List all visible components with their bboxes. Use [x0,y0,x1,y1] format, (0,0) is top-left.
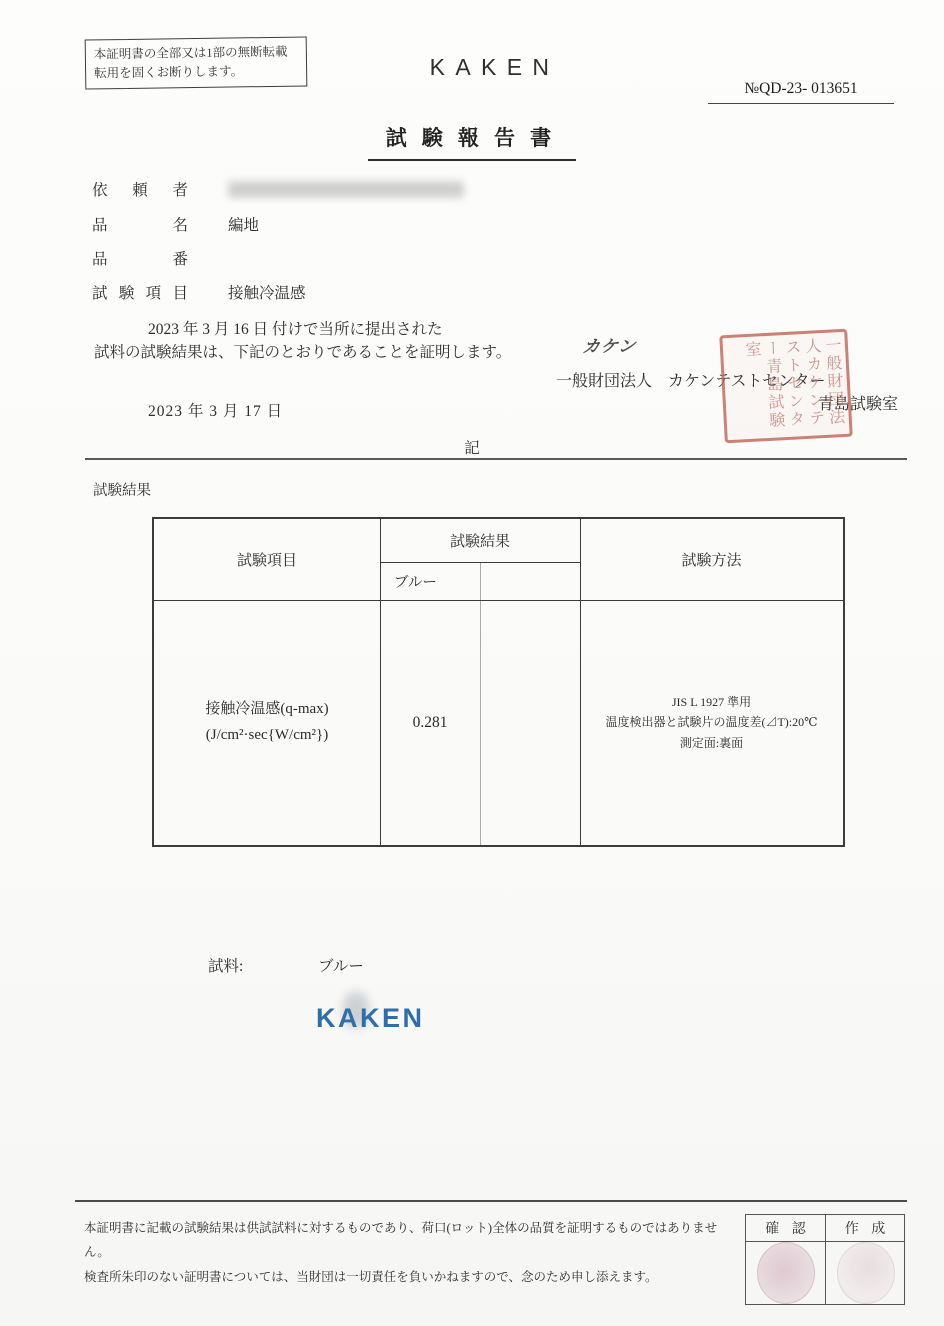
document-title-text: 試験報告書 [368,122,577,161]
item-name-line1: 接触冷温感(q-max) [205,701,329,717]
document-title [0,122,944,161]
field-row-product-name [92,213,260,237]
method-line2: 温度検出器と試験片の温度差(⊿T):20℃ [605,715,818,730]
sample-label: 試料: [208,958,244,975]
col-header-test-method: 試験方法 [681,553,742,569]
field-row-product-number [92,247,188,271]
field-row-test-item [92,281,306,305]
product-name-label: 品名 [92,217,188,234]
red-square-seal-text: 一般財団法人カケンテストセンター青島試験室 [742,336,845,431]
field-row-client [92,178,188,202]
method-line3: 測定面:裏面 [679,735,744,750]
footer-rule [75,1200,907,1202]
client-label: 依頼者 [92,182,188,199]
sub-header-blue: ブルー [394,574,437,591]
red-square-seal [719,329,852,444]
test-item-label: 試験項目 [92,285,188,302]
col-header-test-item: 試験項目 [236,553,297,569]
product-name-value: 編地 [228,217,260,234]
disclaimer-line1: 本証明書に記載の試験結果は供試試料に対するものであり、荷口(ロット)全体の品質を証明するものではありません。 [84,1221,718,1260]
col-header-test-result: 試験結果 [449,534,510,550]
test-item-value: 接触冷温感 [228,285,306,302]
product-number-label: 品番 [92,251,188,268]
issuer-branch: 青島試験室 [817,396,898,413]
copy-warning-text: 本証明書の全部又は1部の無断転載転用を固くお断りします。 [93,44,288,81]
record-marker: 記 [464,440,480,457]
create-stamp-cell [825,1242,905,1304]
confirm-stamp-cell [746,1242,825,1304]
table-row-value-blue: 0.281 [412,713,448,731]
kaken-wordmark: KAKEN [429,54,560,80]
table-vline-thin [480,562,481,845]
results-section-label: 試験結果 [93,483,151,499]
results-table [152,517,845,847]
statement-line1: 2023 年 3 月 16 日 付けで当所に提出された [148,321,443,338]
kaken-katakana-logo: カケン [581,337,638,356]
record-marker-rule [85,458,907,460]
issue-date: 2023 年 3 月 17 日 [148,403,284,420]
item-name-line2: (J/cm²·sec{W/cm²}) [205,726,329,743]
footer-disclaimer [84,1216,732,1289]
kaken-blue-logo: KAKEN [316,1003,425,1033]
client-value-redacted [228,181,464,198]
sample-value: ブルー [318,958,364,975]
disclaimer-line2: 検査所朱印のない証明書については、当財団は一切責任を負いかねますので、念のため申し添えます。 [84,1269,658,1284]
table-row-item [154,600,380,845]
statement-line2: 試料の試験結果は、下記のとおりであることを証明します。 [94,344,512,361]
confirm-header: 確認 [746,1215,825,1242]
table-row-method [580,600,843,845]
confirm-hanko-stamp [757,1242,815,1304]
report-number: №QD-23- 013651 [708,80,894,104]
approval-stamp-table [745,1214,905,1305]
method-line1: JIS L 1927 準用 [671,694,752,709]
issuer-organization: 一般財団法人 カケンテストセンター [556,373,826,390]
create-header: 作成 [825,1215,904,1242]
create-hanko-stamp [837,1242,895,1304]
